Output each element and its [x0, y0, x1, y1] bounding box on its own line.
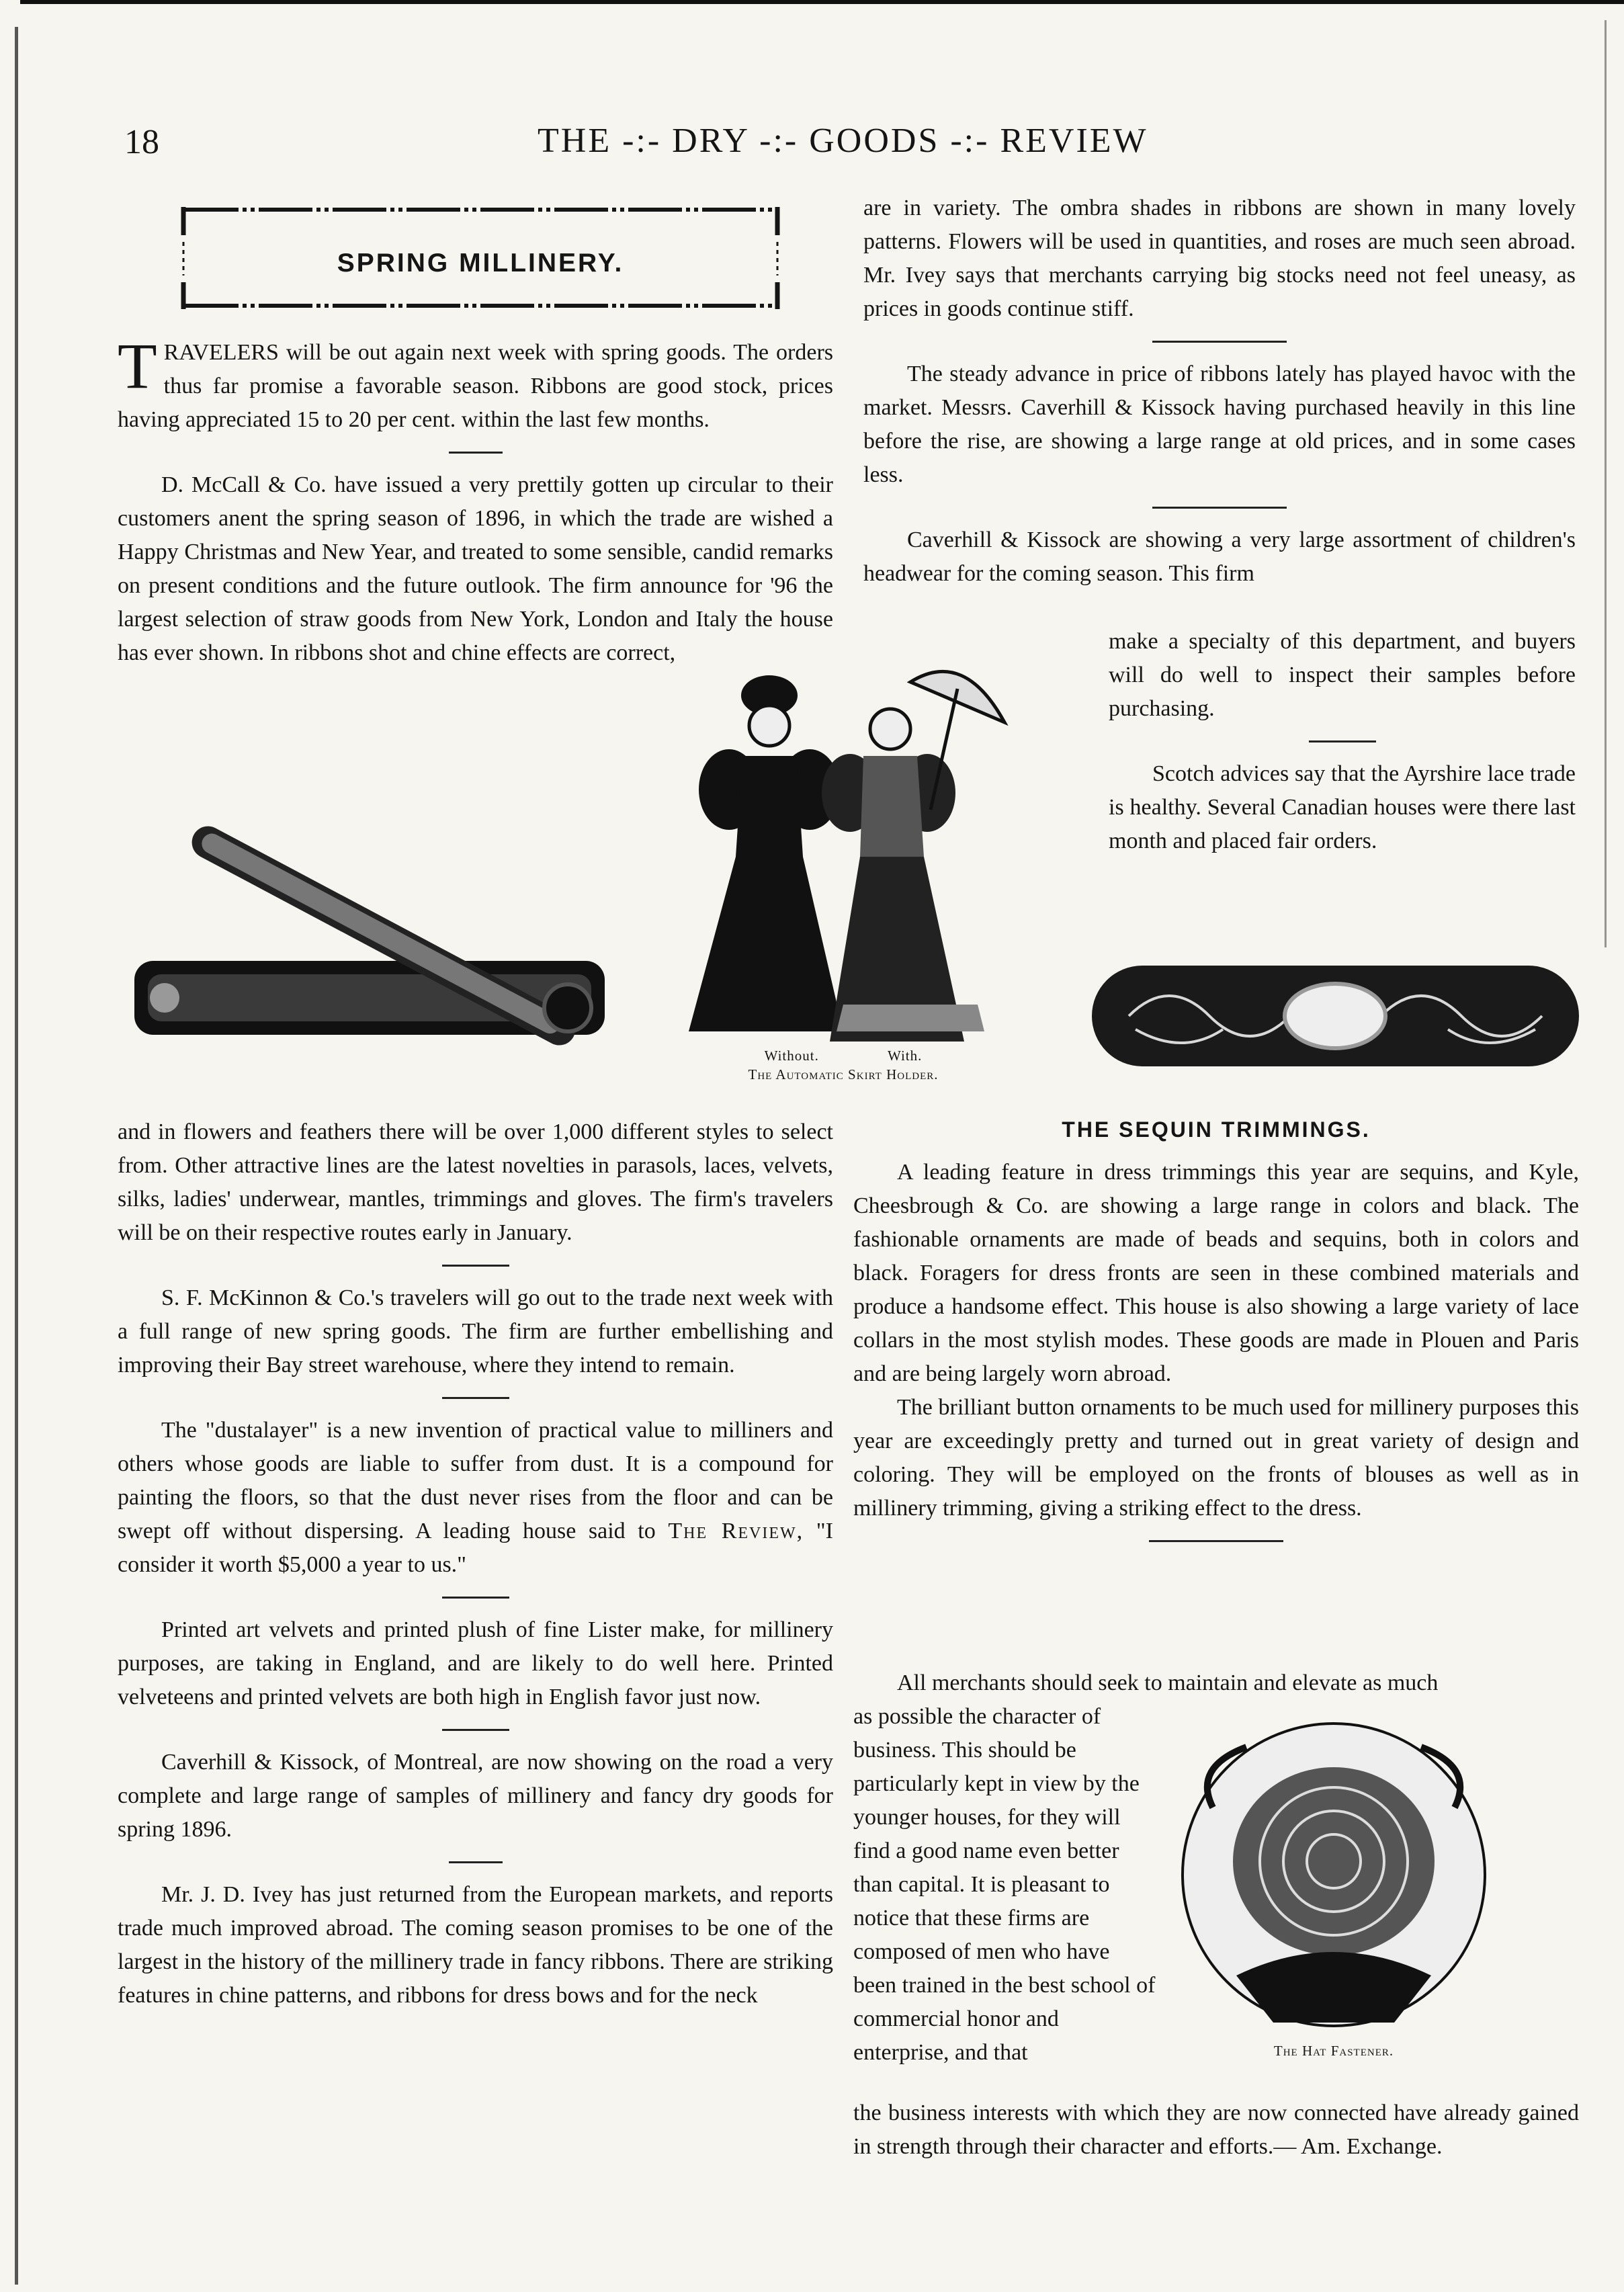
divider	[1149, 1540, 1283, 1542]
paragraph-travelers: TRAVELERS will be out again next week with spring goods. The orders thus far promise a favorable season. Ribbons are good stock, prices having appreciated 15 to 20 per cent. within the last few months.	[118, 330, 833, 432]
divider	[1152, 341, 1287, 343]
label-without: Without.	[764, 1048, 819, 1064]
divider	[449, 1861, 503, 1863]
women-with-parasol-illustration	[669, 655, 1018, 1065]
paragraph-merchants-end: the business interests with which they are now connected have already gained in strength through their character and efforts.— Am. Exchange.	[853, 2100, 1579, 2159]
paragraph-childrens-headwear-continued: make a specialty of this department, and buyers will do well to inspect their samples before purchasing.	[1109, 629, 1576, 721]
article-title: SPRING MILLINERY.	[337, 249, 624, 278]
divider	[442, 1265, 509, 1267]
page-left-edge	[15, 27, 18, 2285]
paragraph-mckinnon: S. F. McKinnon & Co.'s travelers will go out to the trade next week with a full range of new spring goods. The firm are further embellishing and improving their Bay street warehouse, where they intend to remain.	[118, 1285, 833, 1377]
figure-skirt-holder-device	[124, 806, 648, 1055]
paragraph-ivey-continued: are in variety. The ombra shades in ribbons are shown in many lovely patterns. Flowers will be used in quantities, and roses are much seen abroad. Mr. Ivey says that merchants carrying big stocks need not feel uneasy, as prices in goods continue stiff.	[863, 196, 1576, 321]
left-column-bottom	[118, 1115, 833, 2012]
closing-first-line	[853, 1666, 1579, 1700]
paragraph-button-ornaments: The brilliant button ornaments to be much used for millinery purposes this year are exceedingly pretty and turned out in great variety of design and coloring. They will be employed on the fronts of blouses as well as in millinery trimming, giving a striking effect to the dress.	[853, 1395, 1579, 1521]
label-with: With.	[887, 1048, 923, 1064]
divider	[442, 1729, 509, 1731]
sequin-section	[853, 1156, 1579, 1557]
publication-name: The Review,	[668, 1519, 804, 1543]
sequin-ornament-illustration	[1088, 962, 1582, 1070]
paragraph-merchants: All merchants should seek to maintain and elevate as much	[897, 1670, 1439, 1695]
page-top-border	[20, 0, 1624, 4]
divider	[1152, 507, 1287, 509]
figure-sequin-ornament	[1088, 962, 1582, 1070]
right-column-top	[863, 192, 1576, 591]
closing-tail	[853, 2096, 1579, 2164]
paragraph-caverhill-montreal: Caverhill & Kissock, of Montreal, are now showing on the road a very complete and large range of samples of millinery and fancy dry goods for spring 1896.	[118, 1750, 833, 1842]
paragraph-mccall: D. McCall & Co. have issued a very prettily gotten up circular to their customers anent the spring season of 1896, in which the trade are wished a Happy Christmas and New Year, and treated to some sensible, candid remarks on present conditions and the future outlook. The firm announce for '96 the largest selection of straw goods from New York, London and Italy the house has ever shown. In ribbons shot and chine effects are correct,	[118, 472, 833, 665]
divider	[442, 1597, 509, 1599]
paragraph-merchants-continued: as possible the character of business. This should be particularly kept in view by the younger houses, for they will find a good name even better than capital. It is pleasant to notice that these firms are composed of men who have been trained in the best school of commercial honor and enterprise, and that	[853, 1704, 1156, 2065]
figure-caption-hat-fastener: The Hat Fastener.	[1273, 2043, 1394, 2059]
figure-skirt-holder-women	[669, 655, 1018, 1085]
running-title: THE -:- DRY -:- GOODS -:- REVIEW	[538, 122, 1148, 160]
paragraph-ayrshire-lace: Scotch advices say that the Ayrshire lace trade is healthy. Several Canadian houses were there last month and placed fair orders.	[1109, 761, 1576, 853]
hat-fastener-illustration	[1172, 1707, 1495, 2036]
divider	[1309, 740, 1376, 742]
closing-narrow	[853, 1700, 1156, 2070]
paragraph-dustalayer: The "dustalayer" is a new invention of practical value to milliners and others whose goods are liable to suffer from dust. It is a compound for painting the floors, so that the dust never rises from the floor and can be swept off without dispersing. A leading house said to The Review, "I consider it worth $5,000 a year to us."	[118, 1418, 833, 1577]
page-number: 18	[124, 123, 159, 161]
paragraph-ivey: Mr. J. D. Ivey has just returned from the European markets, and reports trade much improved abroad. The coming season promises to be one of the largest in the history of the millinery trade in fancy ribbons. There are striking features in chine patterns, and ribbons for dress bows and for the neck	[118, 1882, 833, 2008]
paragraph-sequins: A leading feature in dress trimmings this year are sequins, and Kyle, Cheesbrough & Co. are showing a large range in colors and black. The fashionable ornaments are made of beads and sequins, both in colors and black. Foragers for dress fronts are seen in these combined materials and produce a handsome effect. This house is also showing a large variety of lace collars in the most stylish modes. These goods are made in Plouen and Paris and are being largely worn abroad.	[853, 1160, 1579, 1386]
skirt-holder-illustration	[124, 806, 648, 1055]
paragraph-mccall-continued: and in flowers and feathers there will be over 1,000 different styles to select from. Other attractive lines are the latest novelties in parasols, laces, velvets, silks, ladies' underwear, mantles, trimmings and gloves. The firm's travelers will be on their respective routes early in January.	[118, 1119, 833, 1245]
drop-cap: T	[118, 330, 157, 402]
figure-caption-skirt-holder: The Automatic Skirt Holder.	[748, 1066, 939, 1083]
page-right-edge	[1605, 20, 1607, 947]
divider	[442, 1397, 509, 1399]
paragraph-childrens-headwear: Caverhill & Kissock are showing a very large assortment of children's headwear for the coming season. This firm	[863, 527, 1576, 586]
left-column-top	[118, 330, 833, 670]
right-column-narrow	[1109, 625, 1576, 858]
sequin-heading: THE SEQUIN TRIMMINGS.	[1062, 1117, 1371, 1142]
paragraph-ribbon-prices: The steady advance in price of ribbons lately has played havoc with the market. Messrs. Caverhill & Kissock having purchased heavily in this line before the rise, are showing a large range at old prices, and in some cases less.	[863, 362, 1576, 487]
figure-hat-fastener	[1172, 1707, 1495, 2063]
paragraph-printed-velvets: Printed art velvets and printed plush of fine Lister make, for millinery purposes, are taking in England, and are likely to do well here. Printed velveteens and printed velvets are both high in English favor just now.	[118, 1617, 833, 1709]
article-title-box	[178, 195, 783, 316]
divider	[449, 452, 503, 454]
